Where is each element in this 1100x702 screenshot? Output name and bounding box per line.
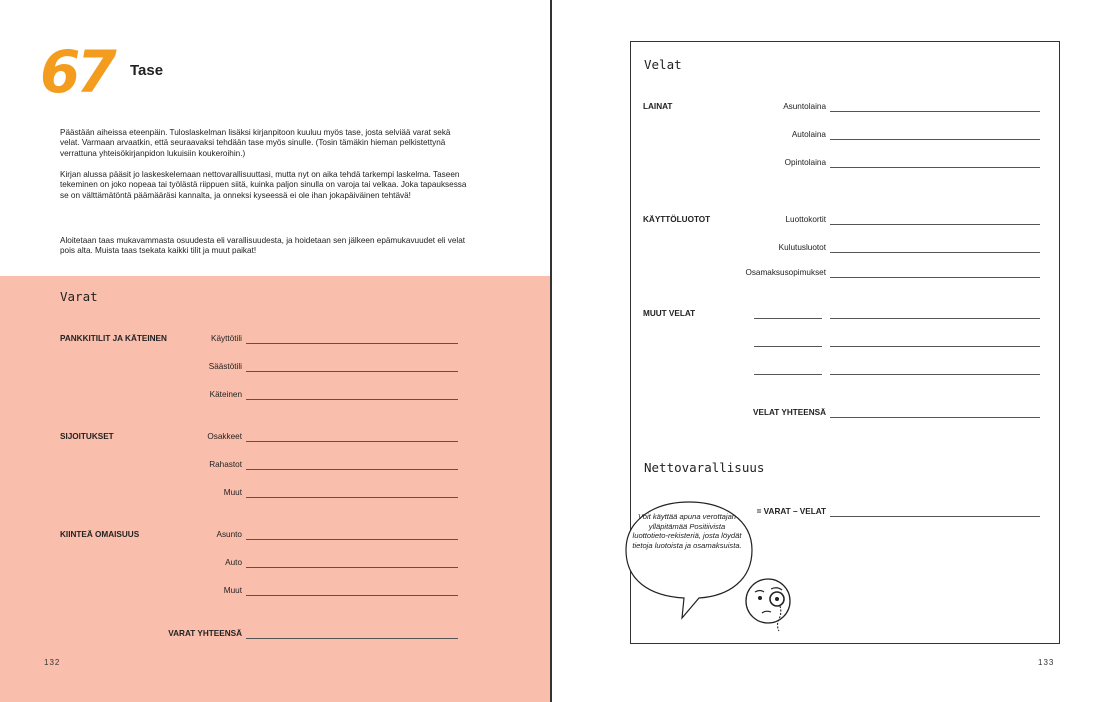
netto-input-line[interactable] bbox=[830, 516, 1040, 517]
right-page bbox=[552, 0, 1100, 702]
varat-label: Osakkeet bbox=[207, 432, 242, 441]
page-title: Tase bbox=[130, 62, 164, 79]
varat-total-label: VARAT YHTEENSÄ bbox=[168, 629, 242, 638]
varat-label: Asunto bbox=[216, 530, 242, 539]
varat-category-property: KIINTEÄ OMAISUUS bbox=[60, 530, 140, 539]
velat-name-input-line[interactable] bbox=[754, 318, 822, 319]
page-number-left: 132 bbox=[44, 658, 61, 667]
netto-formula-label: = VARAT – VELAT bbox=[756, 507, 826, 516]
varat-input-line[interactable] bbox=[246, 539, 458, 540]
varat-label: Säästötili bbox=[208, 362, 242, 371]
intro-paragraph-3: Aloitetaan taas mukavammasta osuudesta eli varallisuudesta, ja hoidetaan sen jälkeen epämukavuudet eli velat pois alta. Muista taas tsekata kaikki tilit ja muut paikat! bbox=[60, 236, 466, 256]
varat-label: Rahastot bbox=[209, 460, 242, 469]
varat-total-input-line[interactable] bbox=[246, 638, 458, 639]
velat-label: Osamaksusopimukset bbox=[745, 268, 826, 277]
varat-input-line[interactable] bbox=[246, 595, 458, 596]
varat-label: Muut bbox=[223, 586, 242, 595]
varat-input-line[interactable] bbox=[246, 497, 458, 498]
velat-input-line[interactable] bbox=[830, 374, 1040, 375]
page-number-right: 133 bbox=[1038, 658, 1055, 667]
velat-input-line[interactable] bbox=[830, 252, 1040, 253]
varat-label: Käyttötili bbox=[211, 334, 242, 343]
varat-input-line[interactable] bbox=[246, 567, 458, 568]
velat-label: Opintolaina bbox=[784, 158, 826, 167]
velat-input-line[interactable] bbox=[830, 346, 1040, 347]
velat-input-line[interactable] bbox=[830, 167, 1040, 168]
varat-label: Muut bbox=[223, 488, 242, 497]
velat-input-line[interactable] bbox=[830, 139, 1040, 140]
velat-category-loans: LAINAT bbox=[643, 102, 673, 111]
velat-name-input-line[interactable] bbox=[754, 346, 822, 347]
velat-label: Kulutusluotot bbox=[778, 243, 826, 252]
varat-heading: Varat bbox=[60, 289, 98, 304]
monocle-face-icon bbox=[742, 575, 802, 635]
velat-total-input-line[interactable] bbox=[830, 417, 1040, 418]
velat-heading: Velat bbox=[644, 57, 682, 72]
velat-name-input-line[interactable] bbox=[754, 374, 822, 375]
chapter-number: 67 bbox=[40, 38, 113, 106]
velat-input-line[interactable] bbox=[830, 277, 1040, 278]
velat-label: Autolaina bbox=[791, 130, 826, 139]
varat-section bbox=[0, 276, 550, 702]
velat-input-line[interactable] bbox=[830, 224, 1040, 225]
velat-input-line[interactable] bbox=[830, 111, 1040, 112]
intro-paragraph-2: Kirjan alussa pääsit jo laskeskelemaan nettovarallisuuttasi, mutta nyt on aika tehdä tarkempi laskelma. Taseen tekeminen on joko nopeaa tai työlästä riippuen siitä, kuinka paljon sinulla on varoja tai velkaa. Joka tapauksessa se on välttämätöntä päämääräsi kannalta, ja onneksi kyseessä ei ole ihan jokapäiväinen tehtävä! bbox=[60, 170, 467, 200]
varat-input-line[interactable] bbox=[246, 343, 458, 344]
varat-input-line[interactable] bbox=[246, 371, 458, 372]
intro-paragraph-1: Päästään aiheissa eteenpäin. Tuloslaskelman lisäksi kirjanpitoon kuuluu myös tase, josta selviää varat sekä velat. Varmaan arvaatkin, että seuraavaksi tehdään tase myös sinulle. (Tosin tämäkin hieman pelkistettynä verrattuna yhteisökirjanpidon lukuisiin koukeroihin.) bbox=[60, 128, 451, 158]
netto-heading: Nettovarallisuus bbox=[644, 460, 765, 475]
varat-category-investments: SIJOITUKSET bbox=[60, 432, 114, 441]
velat-total-label: VELAT YHTEENSÄ bbox=[753, 408, 826, 417]
varat-input-line[interactable] bbox=[246, 469, 458, 470]
varat-category-bank: PANKKITILIT JA KÄTEINEN bbox=[60, 334, 167, 343]
speech-bubble-text: Voit käyttää apuna verottajan ylläpitämää Positiivista luottotieto-rekisteriä, josta löydät tietoja luotoista ja osamaksuista. bbox=[632, 512, 742, 550]
velat-category-credit: KÄYTTÖLUOTOT bbox=[643, 215, 711, 224]
velat-label: Asuntolaina bbox=[783, 102, 826, 111]
velat-input-line[interactable] bbox=[830, 318, 1040, 319]
velat-category-other: MUUT VELAT bbox=[643, 309, 696, 318]
varat-input-line[interactable] bbox=[246, 441, 458, 442]
varat-input-line[interactable] bbox=[246, 399, 458, 400]
varat-label: Käteinen bbox=[209, 390, 242, 399]
varat-label: Auto bbox=[225, 558, 242, 567]
velat-label: Luottokortit bbox=[785, 215, 826, 224]
